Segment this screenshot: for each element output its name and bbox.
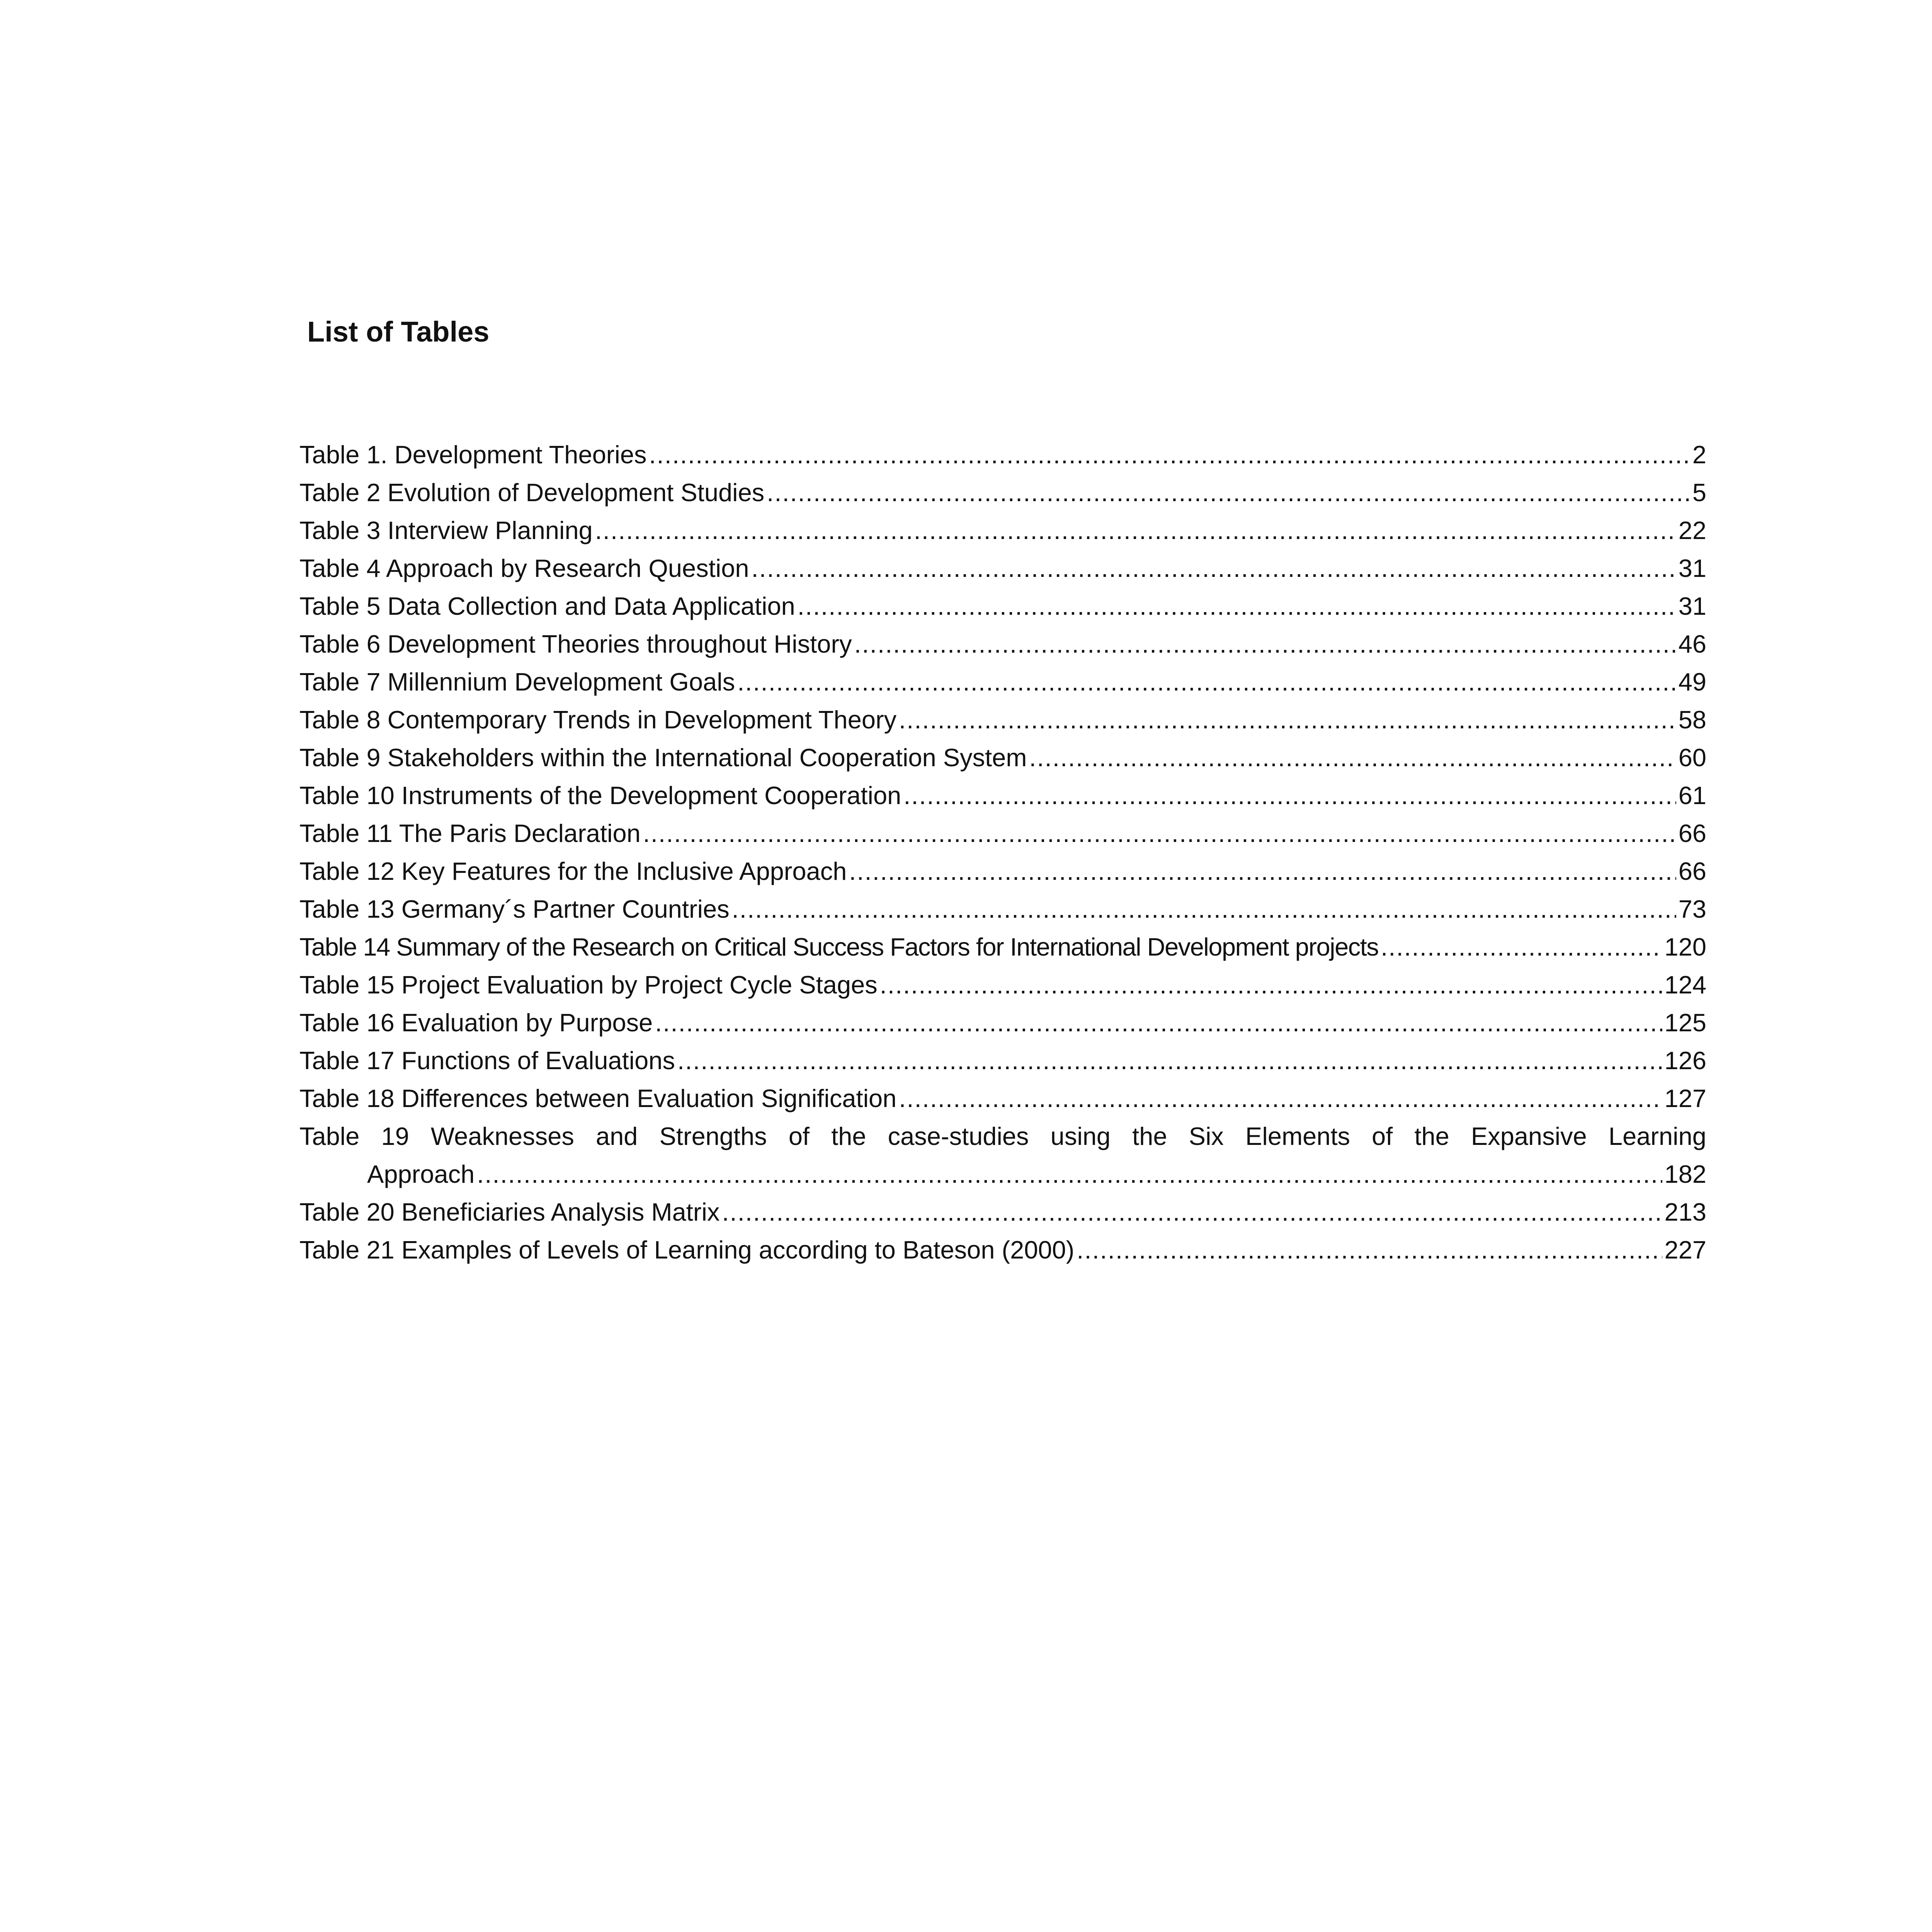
toc-entry-label: Table 4 Approach by Research Question [299,554,749,582]
dot-leader [649,436,1690,474]
dot-leader [643,815,1676,852]
dot-leader [798,587,1676,625]
toc-entry[interactable] [299,1231,1706,1269]
toc-entry[interactable] [299,815,1706,852]
toc-entry-word: Elements [1245,1122,1350,1150]
toc-entry-word: the [1414,1122,1449,1150]
toc-entry-page: 227 [1664,1236,1706,1264]
toc-entry-word: the [1132,1122,1167,1150]
dot-leader [595,512,1676,549]
toc-entry-page: 61 [1678,781,1706,810]
toc-entry-label: Table 3 Interview Planning [299,516,593,544]
dot-leader [655,1004,1662,1042]
toc-entry-label: Table 11 The Paris Declaration [299,819,641,847]
toc-entry[interactable] [299,1004,1706,1042]
toc-entry-word: using [1050,1122,1111,1150]
toc-entry-word: Table [299,1122,360,1150]
dot-leader [899,1080,1662,1117]
toc-entry-label: Approach [367,1160,475,1188]
toc-entry-page: 66 [1678,857,1706,885]
toc-entry-label: Table 6 Development Theories throughout History [299,630,852,658]
toc-entry-word: of [1372,1122,1393,1150]
toc-entry[interactable] [299,549,1706,587]
dot-leader [880,966,1662,1004]
toc-entry-label: Table 8 Contemporary Trends in Development Theory [299,706,897,734]
toc-entry-page: 22 [1678,516,1706,544]
list-of-tables [299,436,1706,1269]
toc-entry-page: 58 [1678,706,1706,734]
toc-entry-label-line2 [299,1155,1706,1193]
toc-entry-page: 31 [1678,592,1706,620]
toc-entry-page: 124 [1664,971,1706,999]
toc-entry[interactable] [299,663,1706,701]
dot-leader [767,474,1690,512]
toc-entry-page: 213 [1664,1198,1706,1226]
toc-entry-label: Table 5 Data Collection and Data Application [299,592,795,620]
dot-leader [752,549,1676,587]
toc-entry-page: 2 [1692,440,1706,469]
toc-entry-label: Table 15 Project Evaluation by Project Cycle Stages [299,971,878,999]
toc-entry-page: 182 [1664,1160,1706,1188]
toc-entry-label: Table 18 Differences between Evaluation Signification [299,1084,897,1112]
toc-entry[interactable] [299,1117,1706,1193]
dot-leader [903,777,1676,815]
toc-entry[interactable] [299,436,1706,474]
dot-leader [1029,739,1676,777]
toc-entry[interactable] [299,587,1706,625]
toc-entry-label: Table 7 Millennium Development Goals [299,668,735,696]
dot-leader [854,625,1676,663]
list-of-tables-heading: List of Tables [307,316,490,348]
toc-entry-label: Table 2 Evolution of Development Studies [299,478,765,507]
toc-entry-page: 49 [1678,668,1706,696]
toc-entry-word: Strengths [659,1122,767,1150]
toc-entry-page: 125 [1664,1009,1706,1037]
toc-entry-word: Learning [1608,1122,1706,1150]
toc-entry-label: Table 1. Development Theories [299,440,647,469]
dot-leader [1381,928,1662,966]
toc-entry-label: Table 17 Functions of Evaluations [299,1046,675,1075]
toc-entry-label: Table 12 Key Features for the Inclusive Approach [299,857,847,885]
dot-leader [722,1193,1662,1231]
toc-entry-label: Table 10 Instruments of the Development Cooperation [299,781,901,810]
dot-leader [737,663,1676,701]
toc-entry-word: 19 [381,1122,409,1150]
toc-entry-page: 66 [1678,819,1706,847]
toc-entry-word: Six [1189,1122,1224,1150]
dot-leader [1077,1231,1662,1269]
toc-entry[interactable] [299,512,1706,549]
toc-entry[interactable] [299,966,1706,1004]
toc-entry[interactable] [299,1042,1706,1080]
toc-entry-page: 60 [1678,743,1706,772]
toc-entry-page: 73 [1678,895,1706,923]
toc-entry[interactable] [299,852,1706,890]
toc-entry[interactable] [299,777,1706,815]
toc-entry-word: and [595,1122,638,1150]
toc-entry[interactable] [299,1193,1706,1231]
toc-entry-label: Table 21 Examples of Levels of Learning according to Bateson (2000) [299,1236,1075,1264]
toc-entry[interactable] [299,890,1706,928]
toc-entry[interactable] [299,474,1706,512]
toc-entry-label: Table 13 Germany´s Partner Countries [299,895,730,923]
dot-leader [477,1155,1662,1193]
toc-entry[interactable] [299,1080,1706,1117]
toc-entry-label: Table 14 Summary of the Research on Critical Success Factors for International Development projects [299,933,1379,961]
dot-leader [677,1042,1662,1080]
toc-entry[interactable] [299,625,1706,663]
toc-entry[interactable] [299,928,1706,966]
toc-entry-page: 120 [1664,933,1706,961]
toc-entry-label-line1 [299,1117,1706,1155]
toc-entry-label: Table 20 Beneficiaries Analysis Matrix [299,1198,720,1226]
toc-entry-page: 46 [1678,630,1706,658]
toc-entry-word: the [831,1122,866,1150]
dot-leader [732,890,1676,928]
toc-entry[interactable] [299,701,1706,739]
toc-entry-word: of [788,1122,810,1150]
toc-entry[interactable] [299,739,1706,777]
toc-entry-word: case-studies [888,1122,1029,1150]
toc-entry-page: 31 [1678,554,1706,582]
toc-entry-label: Table 9 Stakeholders within the International Cooperation System [299,743,1027,772]
toc-entry-word: Weaknesses [430,1122,574,1150]
toc-entry-page: 5 [1692,478,1706,507]
toc-entry-word: Expansive [1471,1122,1587,1150]
toc-entry-page: 127 [1664,1084,1706,1112]
dot-leader [849,852,1676,890]
toc-entry-label: Table 16 Evaluation by Purpose [299,1009,653,1037]
dot-leader [899,701,1676,739]
toc-entry-page: 126 [1664,1046,1706,1075]
